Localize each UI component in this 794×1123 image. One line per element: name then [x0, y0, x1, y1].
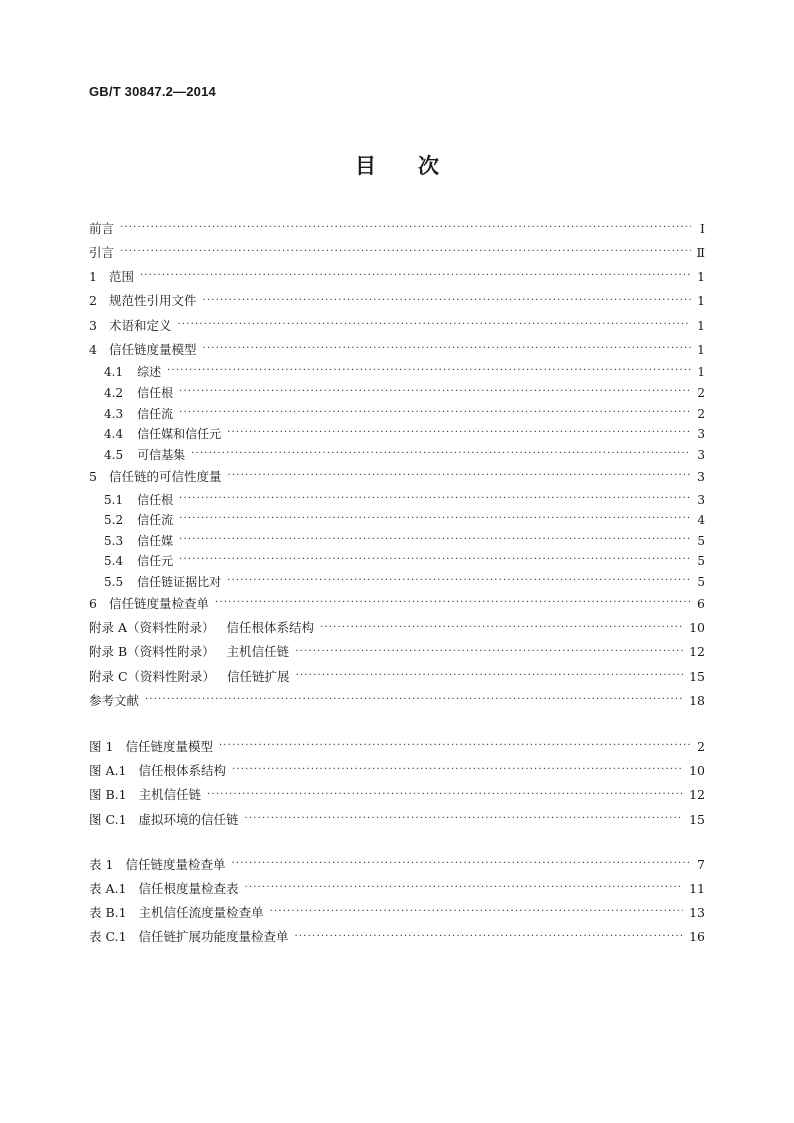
entry-title: 信任链度量模型: [108, 341, 197, 357]
entry-title: 信任根度量检查表: [138, 880, 239, 896]
entry-number: 4.1: [104, 365, 124, 380]
entry-page-number: Ⅱ: [696, 245, 705, 261]
table-entry[interactable]: [89, 853, 705, 877]
toc-entry[interactable]: [89, 689, 705, 713]
figure-entry[interactable]: [89, 784, 705, 808]
entry-number: 表 C.1: [89, 929, 127, 945]
dot-leader: [145, 695, 683, 705]
entry-number: 表 B.1: [89, 905, 127, 921]
entry-number: 5.4: [104, 554, 124, 569]
dot-leader: [120, 223, 691, 233]
entry-title: 信任链度量检查单: [108, 596, 209, 612]
entry-page-number: 2: [697, 386, 705, 401]
entry-title: 信任流: [137, 406, 174, 421]
entry-page-number: 13: [689, 905, 705, 921]
dot-leader: [179, 408, 691, 418]
entry-title: 信任链度量模型: [125, 739, 213, 755]
toc-entry[interactable]: [89, 403, 705, 424]
entry-title: 信任根: [137, 386, 174, 401]
entry-title: 主机信任链: [138, 787, 202, 803]
entry-title: 可信基集: [137, 447, 186, 462]
entry-title: 信任链证据比对: [137, 574, 222, 589]
entry-page-number: 16: [689, 929, 705, 945]
entry-page-number: 15: [689, 811, 705, 827]
entry-number: 4: [89, 341, 97, 357]
dot-leader: [232, 765, 683, 775]
dot-leader: [270, 907, 683, 917]
entry-title: 虚拟环境的信任链: [138, 811, 239, 827]
entry-page-number: 11: [689, 880, 705, 896]
entry-title: 信任元: [137, 554, 174, 569]
entry-title: 综述: [137, 365, 162, 380]
dot-leader: [179, 555, 691, 565]
entry-title: 信任链度量检查单: [125, 856, 226, 872]
entry-title: 规范性引用文件: [108, 293, 197, 309]
entry-number: 4.2: [104, 386, 124, 401]
entry-page-number: 15: [689, 668, 705, 684]
entry-number: 5.5: [104, 574, 124, 589]
entry-page-number: 3: [697, 447, 705, 462]
dot-leader: [296, 671, 684, 681]
dot-leader: [179, 494, 691, 504]
entry-number: 5.1: [104, 492, 124, 507]
dot-leader: [120, 247, 690, 257]
toc-entry[interactable]: [89, 338, 705, 362]
entry-page-number: 5: [697, 554, 705, 569]
entry-page-number: 6: [697, 596, 705, 612]
toc-tables-section: [89, 853, 705, 950]
entry-page-number: 2: [697, 739, 705, 755]
dot-leader: [320, 623, 683, 633]
entry-page-number: 2: [697, 406, 705, 421]
title-char-left: 目: [355, 154, 376, 178]
entry-title: 信任链扩展: [227, 668, 290, 684]
entry-page-number: 3: [697, 492, 705, 507]
toc-entry[interactable]: [89, 641, 705, 665]
dot-leader: [227, 471, 691, 481]
entry-number: 附录 B（资料性附录）: [89, 644, 215, 660]
toc-entry[interactable]: [89, 424, 705, 445]
entry-number: 5.2: [104, 513, 124, 528]
entry-number: 表 1: [89, 856, 114, 872]
entry-page-number: 1: [697, 317, 705, 333]
entry-page-number: 1: [697, 341, 705, 357]
toc-entry[interactable]: [89, 383, 705, 404]
dot-leader: [219, 741, 691, 751]
table-entry[interactable]: [89, 926, 705, 950]
toc-entry[interactable]: [89, 665, 705, 689]
entry-page-number: 18: [689, 692, 705, 708]
entry-page-number: 10: [689, 620, 705, 636]
entry-title: 主机信任流度量检查单: [138, 905, 264, 921]
dot-leader: [295, 932, 684, 942]
toc-entry[interactable]: [89, 489, 705, 510]
entry-number: 2: [89, 293, 97, 309]
dot-leader: [191, 449, 691, 459]
entry-page-number: 12: [689, 787, 705, 803]
entry-title: 信任链的可信性度量: [108, 468, 222, 484]
dot-leader: [245, 814, 684, 824]
entry-page-number: 3: [697, 427, 705, 442]
toc-entry[interactable]: [89, 551, 705, 572]
dot-leader: [295, 647, 683, 657]
toc-entry[interactable]: [89, 290, 705, 314]
toc-entry[interactable]: [89, 510, 705, 531]
entry-title: 前言: [89, 220, 115, 236]
entry-title: 信任流: [137, 513, 174, 528]
dot-leader: [179, 535, 691, 545]
dot-leader: [177, 320, 691, 330]
entry-title: 信任媒和信任元: [137, 427, 222, 442]
entry-number: 图 B.1: [89, 787, 127, 803]
entry-page-number: 1: [697, 365, 705, 380]
entry-page-number: 5: [697, 533, 705, 548]
figure-entry[interactable]: [89, 808, 705, 832]
entry-title: 信任根: [137, 492, 174, 507]
entry-page-number: 5: [697, 574, 705, 589]
entry-number: 6: [89, 596, 97, 612]
entry-page-number: 12: [689, 644, 705, 660]
toc-entry[interactable]: [89, 572, 705, 593]
toc-figures-section: [89, 735, 705, 832]
dot-leader: [244, 883, 683, 893]
entry-number: 附录 A（资料性附录）: [89, 620, 215, 636]
entry-page-number: 1: [697, 269, 705, 285]
entry-number: 3: [89, 317, 97, 333]
entry-number: 表 A.1: [89, 880, 127, 896]
toc-entry[interactable]: [89, 241, 705, 265]
entry-title: 术语和定义: [108, 317, 172, 333]
entry-number: 5.3: [104, 533, 124, 548]
dot-leader: [179, 387, 691, 397]
entry-number: 4.3: [104, 406, 124, 421]
entry-title: 信任媒: [137, 533, 174, 548]
toc-entry[interactable]: [89, 616, 705, 640]
entry-title: 参考文献: [89, 692, 140, 708]
dot-leader: [215, 598, 691, 608]
dot-leader: [227, 576, 691, 586]
entry-page-number: 3: [697, 468, 705, 484]
document-code: GB/T 30847.2—2014: [89, 84, 216, 99]
figure-entry[interactable]: [89, 759, 705, 783]
table-entry[interactable]: [89, 901, 705, 925]
dot-leader: [227, 428, 691, 438]
toc-entry[interactable]: [89, 530, 705, 551]
entry-title: 信任根体系结构: [138, 763, 226, 779]
dot-leader: [179, 514, 691, 524]
entry-title: 范围: [108, 269, 134, 285]
toc-entry[interactable]: [89, 465, 705, 489]
entry-number: 附录 C（资料性附录）: [89, 668, 216, 684]
dot-leader: [202, 296, 691, 306]
entry-title: 主机信任链: [226, 644, 290, 660]
entry-number: 图 A.1: [89, 763, 127, 779]
entry-number: 4.4: [104, 427, 124, 442]
toc-entry[interactable]: [89, 265, 705, 289]
entry-title: 信任根体系结构: [226, 620, 315, 636]
toc-entry[interactable]: [89, 314, 705, 338]
entry-number: 图 1: [89, 739, 114, 755]
table-of-contents: [89, 217, 705, 950]
entry-number: 1: [89, 269, 97, 285]
dot-leader: [207, 790, 683, 800]
entry-page-number: 7: [697, 856, 705, 872]
entry-number: 图 C.1: [89, 811, 127, 827]
entry-number: 4.5: [104, 447, 124, 462]
dot-leader: [140, 271, 691, 281]
dot-leader: [231, 859, 691, 869]
figure-entry[interactable]: [89, 735, 705, 759]
entry-page-number: Ⅰ: [700, 220, 705, 236]
toc-entry[interactable]: [89, 445, 705, 466]
dot-leader: [202, 344, 691, 354]
entry-page-number: 4: [697, 513, 705, 528]
toc-entry[interactable]: [89, 217, 705, 241]
title-char-right: 次: [418, 154, 439, 178]
page-title: [0, 150, 794, 180]
toc-main-section: [89, 217, 705, 713]
toc-entry[interactable]: [89, 362, 705, 383]
entry-page-number: 1: [697, 293, 705, 309]
table-entry[interactable]: [89, 877, 705, 901]
entry-title: 信任链扩展功能度量检查单: [138, 929, 289, 945]
entry-title: 引言: [89, 245, 115, 261]
entry-number: 5: [89, 468, 97, 484]
toc-entry[interactable]: [89, 592, 705, 616]
entry-page-number: 10: [689, 763, 705, 779]
dot-leader: [167, 366, 691, 376]
